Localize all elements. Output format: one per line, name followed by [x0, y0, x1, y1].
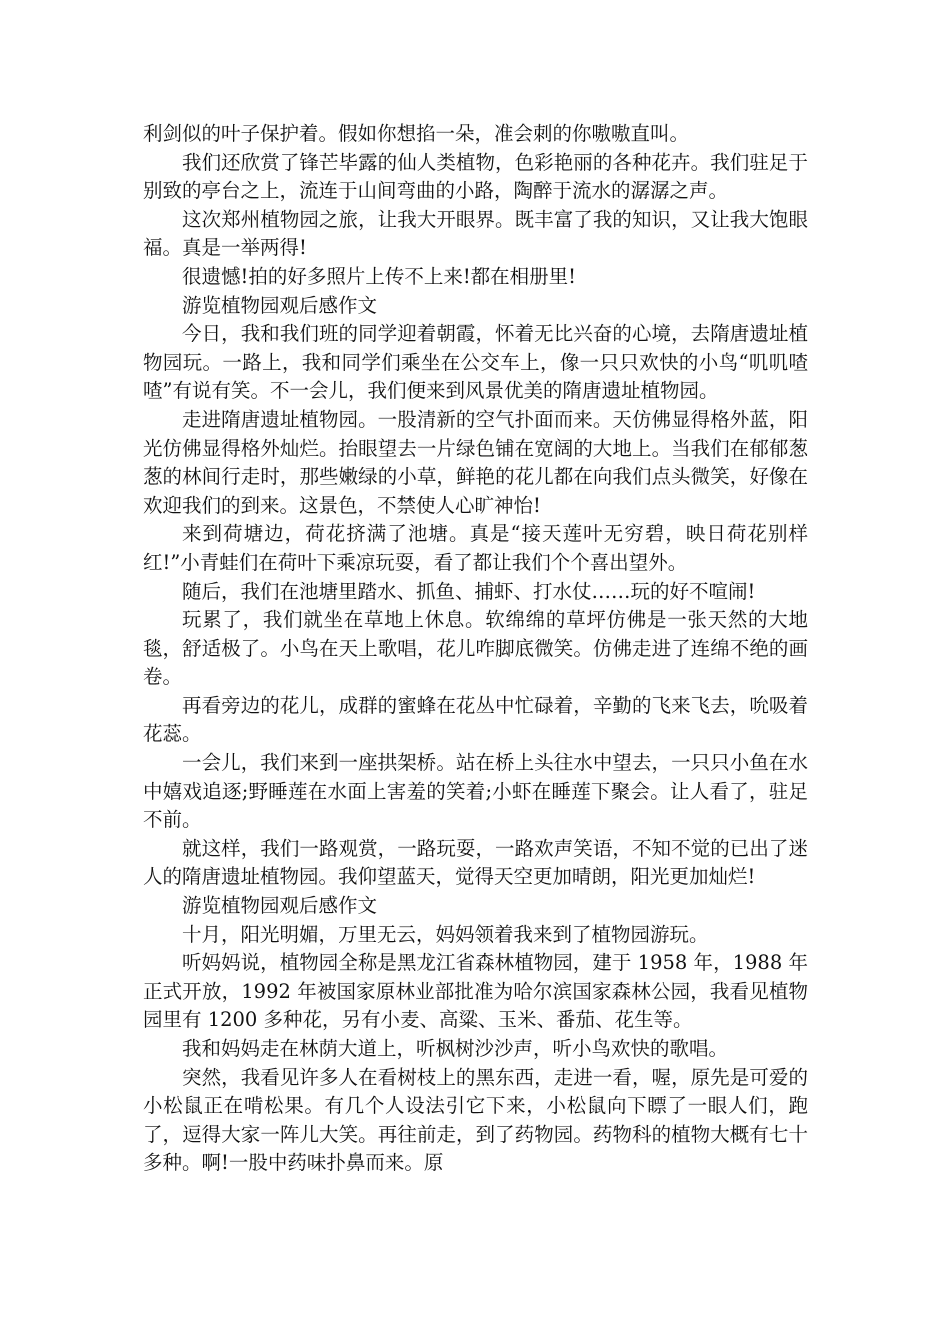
paragraph-photos-note: 很遗憾!拍的好多照片上传不上来!都在相册里! [182, 264, 577, 288]
paragraph-rest-on-grass: 玩累了，我们就坐在草地上休息。软绵绵的草坪仿佛是一张天然的大地毯，舒适极了。小鸟在天上歌唱，花儿咋脚底微笑。仿佛走进了连绵不绝的画卷。 [143, 608, 808, 689]
essay-title: 游览植物园观后感作文 [182, 293, 378, 317]
paragraph-bees: 再看旁边的花儿，成群的蜜蜂在花丛中忙碌着，辛勤的飞来飞去，吮吸着花蕊。 [143, 693, 808, 746]
paragraph-lotus-pond: 来到荷塘边，荷花挤满了池塘。真是“接天莲叶无穷碧，映日荷花别样红!”小青蛙们在荷叶下乘凉玩耍，看了都让我们个个喜出望外。 [143, 522, 808, 574]
document-page [143, 120, 808, 1178]
paragraph-leaving-garden: 就这样，我们一路观赏，一路玩耍，一路欢声笑语，不知不觉的已出了迷人的隋唐遗址植物园。我仰望蓝天，觉得天空更加晴朗，阳光更加灿烂! [143, 836, 808, 889]
essay-title: 游览植物园观后感作文 [182, 894, 378, 918]
paragraph-boulevard: 我和妈妈走在林荫大道上，听枫树沙沙声，听小鸟欢快的歌唱。 [182, 1037, 729, 1060]
paragraph-cactus-flowers: 我们还欣赏了锋芒毕露的仙人类植物，色彩艳丽的各种花卉。我们驻足于别致的亭台之上，流连于山间弯曲的小路，陶醉于流水的潺潺之声。 [143, 150, 808, 203]
paragraph-squirrel: 突然，我看见许多人在看树枝上的黑东西，走进一看，喔，原先是可爱的小松鼠正在啃松果。有几个人设法引它下来，小松鼠向下瞟了一眼人们，跑了，逗得大家一阵儿大笑。再往前走，到了药物园。药物科的植物大概有七十多种。啊!一股中药味扑鼻而来。原 [143, 1065, 808, 1175]
paragraph-arch-bridge: 一会儿，我们来到一座拱架桥。站在桥上头往水中望去，一只只小鱼在水中嬉戏追逐;野睡莲在水面上害羞的笑着;小虾在睡莲下聚会。让人看了，驻足不前。 [143, 751, 808, 832]
paragraph-morning-trip: 今日，我和我们班的同学迎着朝霞，怀着无比兴奋的心境，去隋唐遗址植物园玩。一路上，我和同学们乘坐在公交车上，像一只只欢快的小鸟“叽叽喳喳”有说有笑。不一会儿，我们便来到风景优美的隋唐遗址植物园。 [143, 322, 808, 403]
paragraph-zhengzhou-summary: 这次郑州植物园之旅，让我大开眼界。既丰富了我的知识，又让我大饱眼福。真是一举两得! [143, 207, 808, 260]
paragraph-entering-garden: 走进隋唐遗址植物园。一股清新的空气扑面而来。天仿佛显得格外蓝，阳光仿佛显得格外灿烂。抬眼望去一片绿色铺在宽阔的大地上。当我们在郁郁葱葱的林间行走时，那些嫩绿的小草，鲜艳的花儿都在向我们点头微笑，好像在欢迎我们的到来。这景色，不禁使人心旷神怡! [143, 407, 808, 517]
paragraph-water-play: 随后，我们在池塘里踏水、抓鱼、捕虾、打水仗……玩的好不喧闹! [182, 579, 756, 603]
paragraph-october: 十月，阳光明媚，万里无云，妈妈领着我来到了植物园游玩。 [182, 922, 709, 946]
paragraph-garden-history: 听妈妈说，植物园全称是黑龙江省森林植物园，建于 1958 年，1988 年正式开放，1992 年被国家原林业部批准为哈尔滨国家森林公园，我看见植物园里有 1200 多种花，另有小麦、高粱、玉米、番茄、花生等。 [143, 951, 808, 1032]
paragraph-continuation: 利剑似的叶子保护着。假如你想掐一朵，准会刺的你嗷嗷直叫。 [143, 122, 690, 145]
